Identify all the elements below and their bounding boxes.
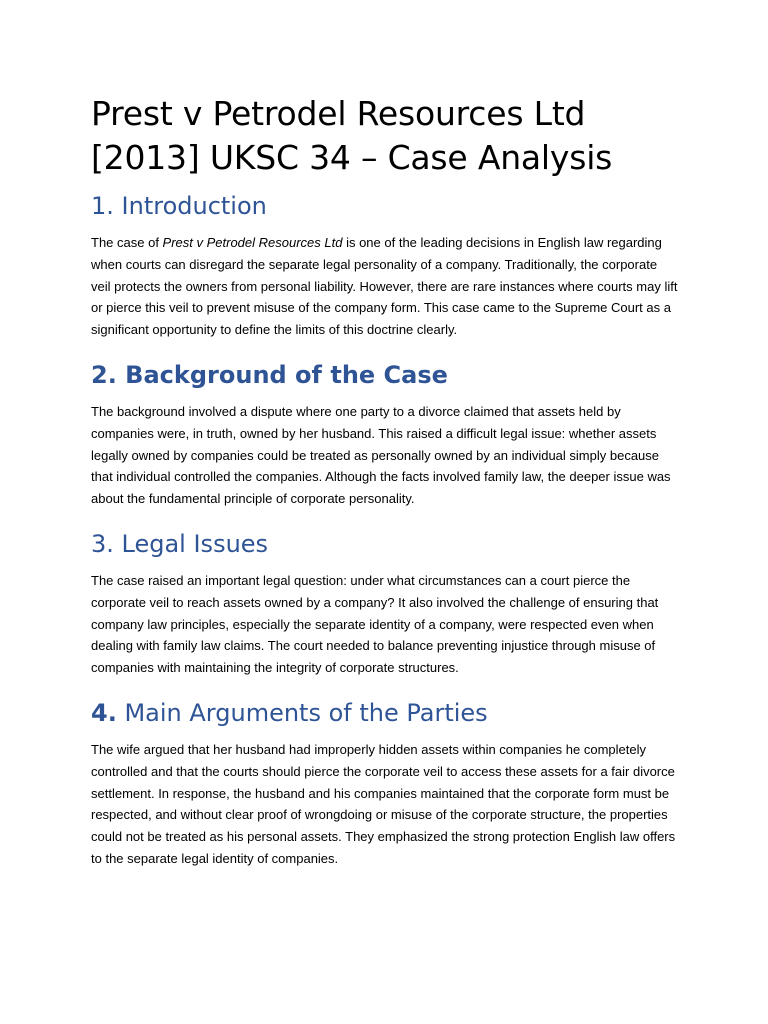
section-paragraph-main-arguments: The wife argued that her husband had improperly hidden assets within companies he completely controlled and that the courts should pierce the corporate veil to access these assets for a fair divorce settlement. In response, the husband and his companies maintained that the corporate form must be respected, and without clear proof of wrongdoing or misuse of the corporate structure, the properties could not be treated as his personal assets. They emphasized the strong protection English law offers to the separate legal identity of companies. [91,741,676,866]
section-paragraph-introduction [91,232,680,341]
section-heading-text: Main Arguments of the Parties [116,698,488,727]
section-heading-background: 2. Background of the Case [91,360,448,389]
section-heading-introduction: 1. Introduction [91,192,267,220]
case-name-emphasis: Prest v Petrodel Resources Ltd [162,235,343,250]
paragraph-text-rest: is one of the leading decisions in English law regarding when courts can disregard the separate legal personality of a company. Traditionally, the corporate veil protects the owners from personal liability. However, there are rare instances where courts may lift or pierce this veil to prevent misuse of the company form. This case came to the Supreme Court as a significant opportunity to define the limits of this doctrine clearly. [91,235,678,338]
document-title: Prest v Petrodel Resources Ltd [2013] UKSC 34 – Case Analysis [91,94,613,177]
section-heading-number: 4. [91,698,117,727]
section-paragraph-legal-issues: The case raised an important legal question: under what circumstances can a court pierce the corporate veil to reach assets owned by a company? It also involved the challenge of ensuring that company law principles, especially the separate identity of a company, were respected even when dealing with family law claims. The court needed to balance preventing injustice through misuse of companies with maintaining the integrity of corporate structures. [91,572,659,676]
paragraph-text-start: The case of [91,235,163,250]
section-legal-issues [91,528,680,679]
section-heading-legal-issues: 3. Legal Issues [91,529,269,558]
section-main-arguments [91,697,680,870]
section-heading-main-arguments [91,697,680,729]
section-background [91,359,680,510]
section-introduction [91,190,680,341]
section-paragraph-background: The background involved a dispute where one party to a divorce claimed that assets held by companies were, in truth, owned by her husband. This raised a difficult legal issue: whether assets legally owned by companies could be treated as personally owned by an individual simply because that individual controlled the companies. Although the facts involved family law, the deeper issue was about the fundamental principle of corporate personality. [91,403,671,507]
